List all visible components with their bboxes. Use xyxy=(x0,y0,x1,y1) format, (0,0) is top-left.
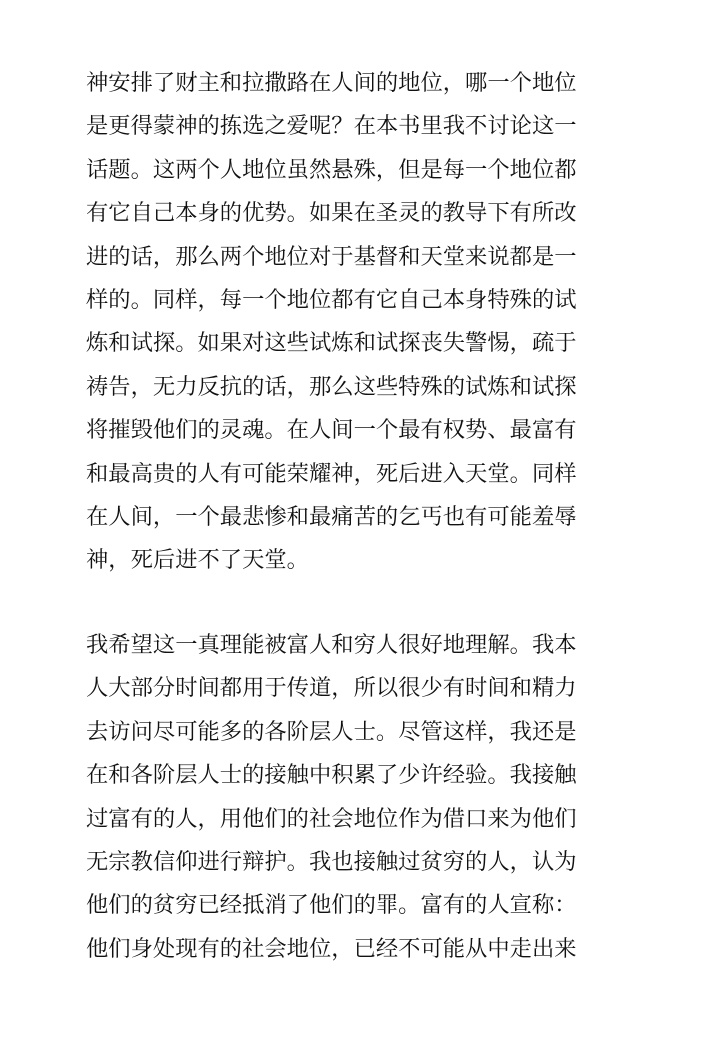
text-line: 我希望这一真理能被富人和穷人很好地理解。我本 xyxy=(86,632,577,658)
text-line: 神，死后进不了天堂。 xyxy=(86,547,309,574)
paragraph-1 xyxy=(86,62,626,583)
text-line: 人大部分时间都用于传道，所以很少有时间和精力 xyxy=(86,675,577,702)
text-line: 进的话，那么两个地位对于基督和天堂来说都是一 xyxy=(86,243,577,270)
text-line: 祷告，无力反抗的话，那么这些特殊的试炼和试探 xyxy=(86,373,577,400)
text-line: 在人间，一个最悲惨和最痛苦的乞丐也有可能羞辱 xyxy=(86,503,577,530)
text-line: 样的。同样，每一个地位都有它自己本身特殊的试 xyxy=(86,286,577,313)
text-line: 过富有的人，用他们的社会地位作为借口来为他们 xyxy=(86,805,577,832)
text-line: 他们身处现有的社会地位，已经不可能从中走出来 xyxy=(86,935,577,962)
text-line: 神安排了财主和拉撒路在人间的地位，哪一个地位 xyxy=(86,70,577,96)
text-line: 有它自己本身的优势。如果在圣灵的教导下有所改 xyxy=(86,200,577,227)
text-line: 和最高贵的人有可能荣耀神，死后进入天堂。同样 xyxy=(86,460,577,487)
text-line: 去访问尽可能多的各阶层人士。尽管这样，我还是 xyxy=(86,718,577,745)
text-line: 炼和试探。如果对这些试炼和试探丧失警惕，疏于 xyxy=(86,330,577,357)
text-line: 在和各阶层人士的接触中积累了少许经验。我接触 xyxy=(86,762,577,789)
paragraph-2 xyxy=(86,624,626,971)
text-line: 是更得蒙神的拣选之爱呢？在本书里我不讨论这一 xyxy=(86,113,577,140)
text-line: 他们的贫穷已经抵消了他们的罪。富有的人宣称： xyxy=(86,892,577,919)
text-line: 将摧毁他们的灵魂。在人间一个最有权势、最富有 xyxy=(86,417,577,444)
text-line: 话题。这两个人地位虽然悬殊，但是每一个地位都 xyxy=(86,156,577,183)
text-line: 无宗教信仰进行辩护。我也接触过贫穷的人，认为 xyxy=(86,848,577,875)
